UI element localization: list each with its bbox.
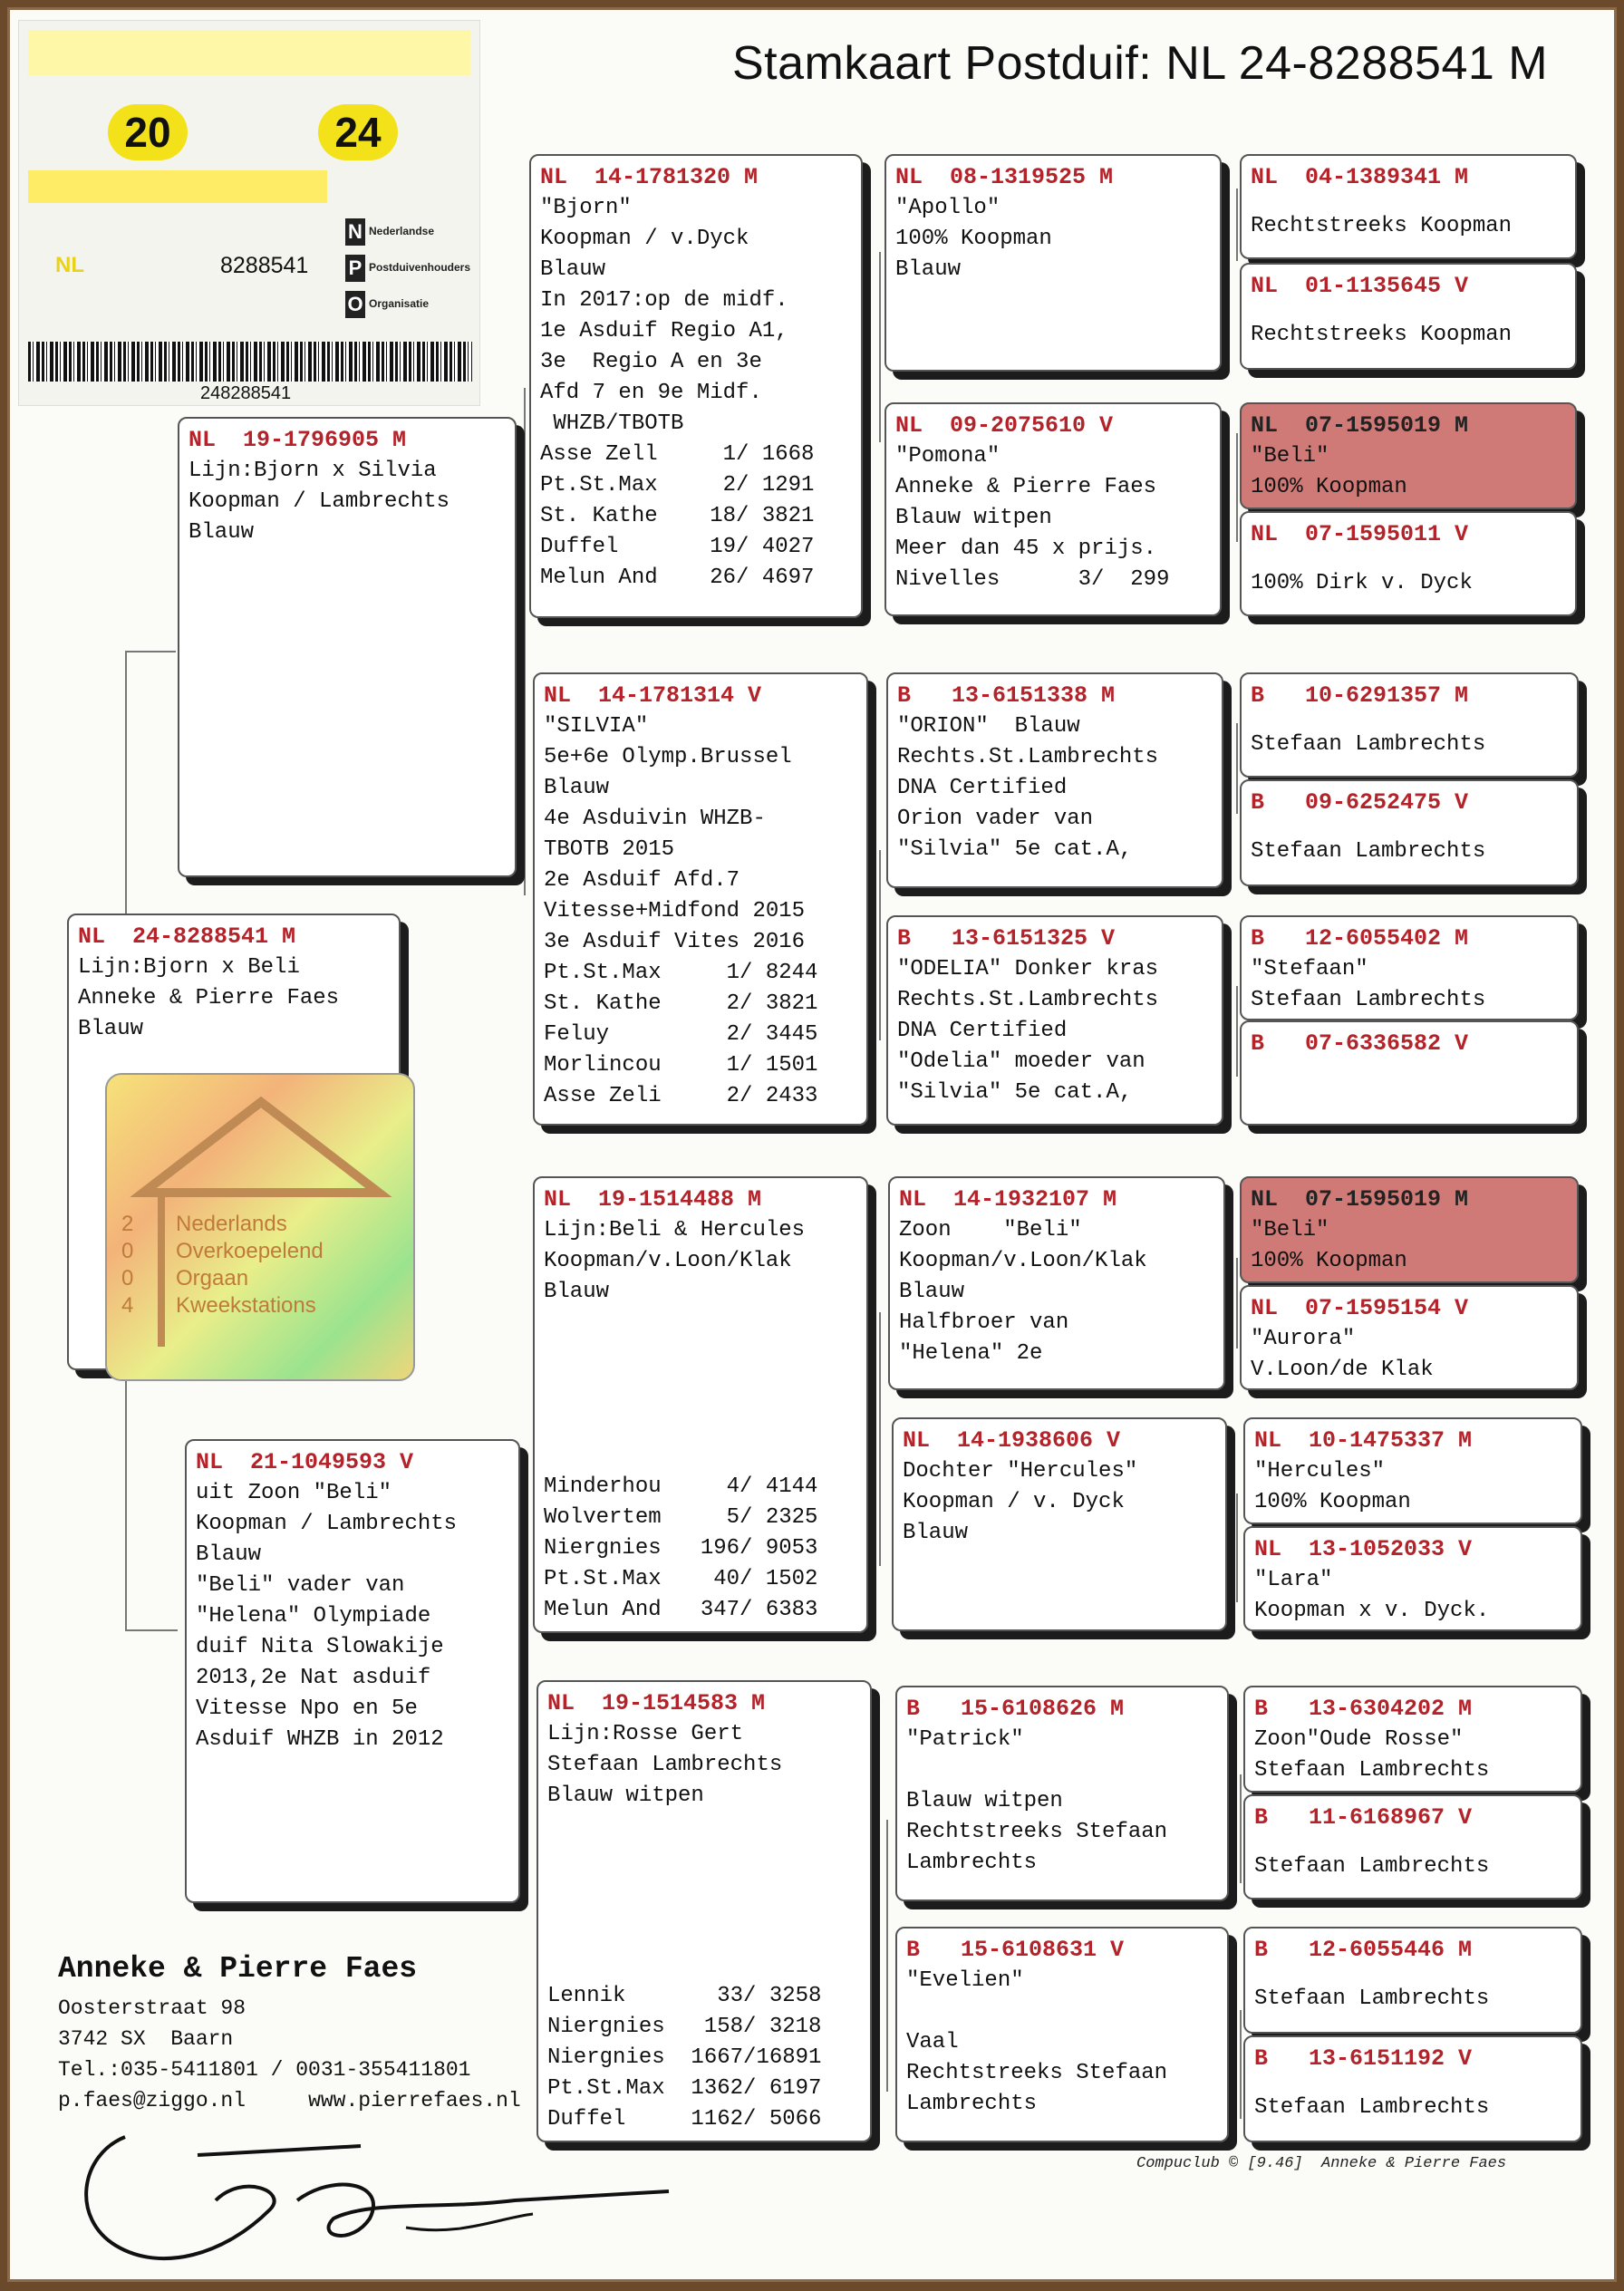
connector-line: [524, 388, 526, 895]
ring-number: NL 14-1932107 M: [899, 1186, 1117, 1213]
connector-line: [879, 252, 881, 442]
pedigree-line: Orion vader van: [897, 807, 1094, 831]
connector-line: [1240, 1774, 1242, 1883]
pedigree-line: Lijn:Bjorn x Silvia: [188, 459, 437, 483]
pedigree-line: "Bjorn": [540, 196, 632, 220]
pedigree-line: Koopman / Lambrechts: [196, 1512, 458, 1536]
pedigree-box-g7: [1240, 915, 1579, 1020]
ring-number: NL 08-1319525 M: [895, 164, 1114, 190]
owner-city: 3742 SX Baarn: [58, 2027, 234, 2051]
pedigree-line: Stefaan Lambrechts: [1251, 732, 1486, 757]
pedigree-box-mfm: [892, 1417, 1227, 1631]
ring-number: NL 14-1938606 V: [903, 1427, 1121, 1454]
pedigree-line: Blauw: [895, 257, 962, 282]
race-result: Melun And 26/ 4697: [540, 566, 815, 590]
pedigree-line: 100% Koopman: [895, 227, 1052, 251]
pedigree-line: "ORION" Blauw: [897, 714, 1080, 739]
ring-number: NL 01-1135645 V: [1251, 273, 1469, 299]
pedigree-line: "Helena" Olympiade: [196, 1604, 431, 1629]
race-result: Niergnies 196/ 9053: [544, 1536, 818, 1561]
pedigree-line: Rechtstreeks Koopman: [1251, 214, 1513, 238]
pedigree-line: "Aurora": [1251, 1327, 1356, 1351]
sticker-yellow-band: [28, 170, 327, 203]
pedigree-line: Lambrechts: [906, 2092, 1038, 2116]
connector-line: [886, 1820, 888, 2092]
pedigree-line: Lambrechts: [906, 1851, 1038, 1875]
pedigree-line: Lijn:Bjorn x Beli: [78, 955, 300, 980]
pedigree-line: duif Nita Slowakije: [196, 1635, 444, 1659]
owner-phone: Tel.:035-5411801 / 0031-355411801: [58, 2058, 471, 2082]
pedigree-line: Koopman/v.Loon/Klak: [899, 1249, 1147, 1273]
pedigree-line: Halfbroer van: [899, 1310, 1069, 1335]
pedigree-line: Rechts.St.Lambrechts: [897, 988, 1159, 1012]
npo-logo-line-3: O Organisatie: [345, 291, 429, 318]
pedigree-line: "Stefaan": [1251, 957, 1368, 981]
pedigree-box-g13: [1243, 1686, 1582, 1793]
connector-line: [125, 651, 127, 914]
sticker-year-right: 24: [318, 104, 398, 160]
pedigree-line: "Hercules": [1254, 1459, 1386, 1484]
ring-number: NL 09-2075610 V: [895, 412, 1114, 439]
pedigree-line: Afd 7 en 9e Midf.: [540, 381, 762, 405]
pedigree-line: "Silvia" 5e cat.A,: [897, 837, 1133, 862]
sticker-country: NL: [55, 253, 84, 277]
ring-number: NL 07-1595011 V: [1251, 521, 1469, 547]
pedigree-box-g6: [1240, 779, 1579, 886]
pedigree-box-father: [178, 417, 517, 877]
race-results: [544, 1472, 817, 1626]
connector-line: [1236, 1258, 1238, 1348]
pedigree-box-mmf: [895, 1686, 1229, 1901]
pedigree-line: Lijn:Beli & Hercules: [544, 1218, 806, 1242]
ring-number: NL 07-1595154 V: [1251, 1295, 1469, 1321]
connector-line: [1236, 188, 1238, 261]
ring-number: B 15-6108631 V: [906, 1937, 1125, 1963]
pedigree-line: Meer dan 45 x prijs.: [895, 536, 1157, 561]
pedigree-box-g3: [1240, 402, 1577, 509]
pedigree-line: Zoon"Oude Rosse": [1254, 1727, 1464, 1752]
race-result: Pt.St.Max 1362/ 6197: [547, 2076, 822, 2101]
pedigree-line: Blauw: [540, 257, 606, 282]
pedigree-line: "Beli": [1251, 444, 1329, 469]
pedigree-line: 100% Koopman: [1251, 475, 1407, 499]
sticker-header-band: [28, 30, 470, 75]
pedigree-line: DNA Certified: [897, 1019, 1068, 1043]
pedigree-line: Koopman / Lambrechts: [188, 489, 450, 514]
pedigree-line: 100% Koopman: [1254, 1490, 1411, 1514]
pedigree-line: WHZB/TBOTB: [540, 411, 684, 436]
ring-number: B 12-6055402 M: [1251, 925, 1469, 952]
hologram-seal: [105, 1073, 415, 1381]
connector-line: [524, 1566, 526, 1901]
npo-logo-line-2: P Postduivenhouders: [345, 255, 470, 282]
pedigree-box-g15: [1243, 1927, 1582, 2034]
race-result: Duffel 19/ 4027: [540, 535, 815, 559]
pedigree-line: 100% Dirk v. Dyck: [1251, 571, 1473, 595]
pedigree-line: Zoon "Beli": [899, 1218, 1082, 1242]
pedigree-line: Blauw witpen: [547, 1784, 704, 1808]
pedigree-line: "Silvia" 5e cat.A,: [897, 1080, 1133, 1105]
pedigree-card: [7, 7, 1617, 2282]
ring-number: B 12-6055446 M: [1254, 1937, 1473, 1963]
pedigree-line: Anneke & Pierre Faes: [78, 986, 340, 1010]
pedigree-box-g9: [1240, 1176, 1579, 1283]
pedigree-line: "Beli": [1251, 1218, 1329, 1242]
pedigree-line: Anneke & Pierre Faes: [895, 475, 1157, 499]
connector-line: [125, 651, 176, 652]
pedigree-line: Vaal: [906, 2030, 959, 2054]
race-result: Feluy 2/ 3445: [544, 1022, 818, 1047]
race-result: St. Kathe 2/ 3821: [544, 991, 818, 1016]
connector-line: [125, 1367, 127, 1629]
pedigree-box-mm: [536, 1680, 872, 2142]
pedigree-line: Dochter "Hercules": [903, 1459, 1138, 1484]
ring-number: NL 24-8288541 M: [78, 923, 296, 950]
pedigree-line: Blauw: [196, 1542, 262, 1567]
pedigree-box-g2: [1240, 263, 1577, 370]
race-result: St. Kathe 18/ 3821: [540, 504, 815, 528]
race-result: Pt.St.Max 1/ 8244: [544, 961, 818, 985]
ring-number: NL 19-1796905 M: [188, 427, 407, 453]
pedigree-line: Stefaan Lambrechts: [1251, 839, 1486, 864]
pedigree-box-g14: [1243, 1794, 1582, 1900]
pedigree-box-ffm: [884, 402, 1222, 616]
pedigree-line: 3e Asduif Vites 2016: [544, 930, 806, 954]
barcode-number: 248288541: [200, 383, 292, 403]
race-result: Morlincou 1/ 1501: [544, 1053, 818, 1078]
pedigree-box-g12: [1243, 1526, 1582, 1631]
pedigree-line: 3e Regio A en 3e: [540, 350, 762, 374]
race-result: Wolvertem 5/ 2325: [544, 1505, 818, 1530]
owner-block: [58, 1952, 521, 2116]
pedigree-line: 2013,2e Nat asduif: [196, 1666, 431, 1690]
connector-line: [1236, 986, 1238, 1077]
pedigree-line: Blauw witpen: [895, 506, 1052, 530]
ring-number: B 09-6252475 V: [1251, 789, 1469, 816]
ownership-sticker: [18, 20, 480, 406]
pedigree-box-g16: [1243, 2035, 1582, 2142]
pedigree-line: "ODELIA" Donker kras: [897, 957, 1159, 981]
sticker-year-left: 20: [108, 104, 188, 160]
connector-line: [1236, 433, 1238, 542]
pedigree-line: Stefaan Lambrechts: [547, 1753, 783, 1777]
pedigree-line: "Lara": [1254, 1568, 1333, 1592]
pedigree-line: Vitesse Npo en 5e: [196, 1696, 418, 1721]
pedigree-box-mff: [888, 1176, 1225, 1390]
pedigree-box-mmm: [895, 1927, 1229, 2142]
owner-website[interactable]: www.pierrefaes.nl: [308, 2089, 521, 2112]
ring-number: B 15-6108626 M: [906, 1696, 1125, 1722]
barcode: [28, 342, 472, 382]
pedigree-line: 5e+6e Olymp.Brussel: [544, 745, 792, 769]
npo-logo-line-1: N Nederlandse: [345, 218, 434, 246]
race-result: Melun And 347/ 6383: [544, 1598, 818, 1622]
pedigree-line: Rechtstreeks Stefaan: [906, 1820, 1168, 1844]
race-result: Nivelles 3/ 299: [895, 567, 1170, 592]
race-result: Lennik 33/ 3258: [547, 1984, 822, 2008]
ring-number: NL 07-1595019 M: [1251, 1186, 1469, 1213]
pedigree-box-g10: [1240, 1285, 1579, 1390]
pedigree-box-g4: [1240, 511, 1577, 616]
pedigree-line: Blauw: [899, 1280, 965, 1304]
pedigree-line: "Pomona": [895, 444, 1000, 469]
pedigree-box-fmm: [886, 915, 1223, 1126]
ring-number: NL 19-1514488 M: [544, 1186, 762, 1213]
ring-number: B 11-6168967 V: [1254, 1804, 1473, 1831]
connector-line: [1236, 723, 1238, 814]
ring-number: NL 04-1389341 M: [1251, 164, 1469, 190]
pedigree-box-g11: [1243, 1417, 1582, 1524]
pedigree-box-g8: [1240, 1020, 1579, 1126]
pedigree-line: 4e Asduivin WHZB-: [544, 807, 766, 831]
pedigree-line: "Beli" vader van: [196, 1573, 405, 1598]
pedigree-line: Blauw witpen: [906, 1789, 1063, 1813]
pedigree-line: uit Zoon "Beli": [196, 1481, 392, 1505]
pedigree-line: Koopman / v. Dyck: [903, 1490, 1125, 1514]
pedigree-line: Stefaan Lambrechts: [1254, 1986, 1490, 2011]
pedigree-line: Rechts.St.Lambrechts: [897, 745, 1159, 769]
hologram-text: Nederlands Overkoepelend Orgaan Kweekstations: [176, 1212, 324, 1318]
race-result: Asse Zeli 2/ 2433: [544, 1084, 818, 1108]
ring-number: B 13-6304202 M: [1254, 1696, 1473, 1722]
pedigree-box-g5: [1240, 672, 1579, 778]
pedigree-line: Asduif WHZB in 2012: [196, 1727, 444, 1752]
pedigree-box-fmf: [886, 672, 1223, 888]
pedigree-box-fff: [884, 154, 1222, 372]
pedigree-line: Vitesse+Midfond 2015: [544, 899, 806, 923]
owner-street: Oosterstraat 98: [58, 1996, 246, 2020]
signature: [62, 2119, 696, 2291]
connector-line: [1236, 1494, 1238, 1602]
connector-line: [125, 1629, 178, 1631]
pedigree-line: V.Loon/de Klak: [1251, 1358, 1434, 1382]
pedigree-line: Koopman/v.Loon/Klak: [544, 1249, 792, 1273]
pedigree-line: DNA Certified: [897, 776, 1068, 800]
pedigree-line: Koopman x v. Dyck.: [1254, 1599, 1490, 1623]
pedigree-line: Blauw: [78, 1017, 144, 1041]
pedigree-box-g1: [1240, 154, 1577, 259]
pedigree-line: Stefaan Lambrechts: [1254, 1758, 1490, 1783]
pedigree-line: Blauw: [188, 520, 255, 545]
race-results: [547, 1981, 821, 2135]
hologram-year: 2 0 0 4: [121, 1212, 134, 1318]
pedigree-line: Blauw: [544, 776, 610, 800]
pedigree-line: Blauw: [903, 1521, 969, 1545]
ring-number: B 13-6151338 M: [897, 682, 1116, 709]
owner-name: Anneke & Pierre Faes: [58, 1952, 418, 1986]
pedigree-line: In 2017:op de midf.: [540, 288, 788, 313]
race-result: Duffel 1162/ 5066: [547, 2107, 822, 2132]
pedigree-box-mf: [533, 1176, 868, 1633]
pedigree-box-mother: [185, 1439, 520, 1903]
pedigree-line: Stefaan Lambrechts: [1251, 988, 1486, 1012]
pedigree-line: Stefaan Lambrechts: [1254, 2095, 1490, 2120]
race-result: Pt.St.Max 2/ 1291: [540, 473, 815, 498]
pedigree-line: Blauw: [544, 1280, 610, 1304]
pedigree-line: "Helena" 2e: [899, 1341, 1043, 1366]
pedigree-line: "Patrick": [906, 1727, 1024, 1752]
pedigree-box-fm: [533, 672, 868, 1126]
connector-line: [879, 1312, 881, 1566]
pedigree-box-ff: [529, 154, 863, 618]
sticker-ring-number: 8288541: [220, 253, 309, 278]
pedigree-line: 2e Asduif Afd.7: [544, 868, 740, 893]
race-result: Pt.St.Max 40/ 1502: [544, 1567, 818, 1591]
page-title: Stamkaart Postduif: NL 24-8288541 M: [732, 37, 1549, 90]
pedigree-line: "Apollo": [895, 196, 1000, 220]
footer-credit: Compuclub © [9.46] Anneke & Pierre Faes: [1136, 2155, 1507, 2172]
ring-number: B 10-6291357 M: [1251, 682, 1469, 709]
ring-number: NL 10-1475337 M: [1254, 1427, 1473, 1454]
race-result: Niergnies 1667/16891: [547, 2045, 822, 2070]
pedigree-line: Lijn:Rosse Gert: [547, 1722, 744, 1746]
pedigree-line: "Evelien": [906, 1968, 1024, 1993]
ring-number: NL 07-1595019 M: [1251, 412, 1469, 439]
connector-line: [879, 850, 881, 1040]
pedigree-line: 1e Asduif Regio A1,: [540, 319, 788, 343]
pedigree-line: 100% Koopman: [1251, 1249, 1407, 1273]
ring-number: NL 19-1514583 M: [547, 1690, 766, 1716]
ring-number: NL 14-1781320 M: [540, 164, 759, 190]
ring-number: B 07-6336582 V: [1251, 1030, 1469, 1057]
pedigree-line: Rechtstreeks Stefaan: [906, 2061, 1168, 2085]
ring-number: B 13-6151325 V: [897, 925, 1116, 952]
ring-number: NL 14-1781314 V: [544, 682, 762, 709]
pedigree-line: TBOTB 2015: [544, 837, 675, 862]
race-result: Niergnies 158/ 3218: [547, 2015, 822, 2039]
pedigree-line: "SILVIA": [544, 714, 649, 739]
owner-contact: [58, 2085, 521, 2116]
owner-email[interactable]: p.faes@ziggo.nl: [58, 2089, 246, 2112]
race-result: Asse Zell 1/ 1668: [540, 442, 815, 467]
pedigree-line: Stefaan Lambrechts: [1254, 1854, 1490, 1879]
race-result: Minderhou 4/ 4144: [544, 1474, 818, 1499]
ring-number: NL 21-1049593 V: [196, 1449, 414, 1475]
pedigree-line: "Odelia" moeder van: [897, 1049, 1146, 1074]
connector-line: [1240, 2010, 1242, 2119]
ring-number: NL 13-1052033 V: [1254, 1536, 1473, 1562]
pedigree-line: Koopman / v.Dyck: [540, 227, 749, 251]
ring-number: B 13-6151192 V: [1254, 2045, 1473, 2072]
pedigree-line: Rechtstreeks Koopman: [1251, 323, 1513, 347]
